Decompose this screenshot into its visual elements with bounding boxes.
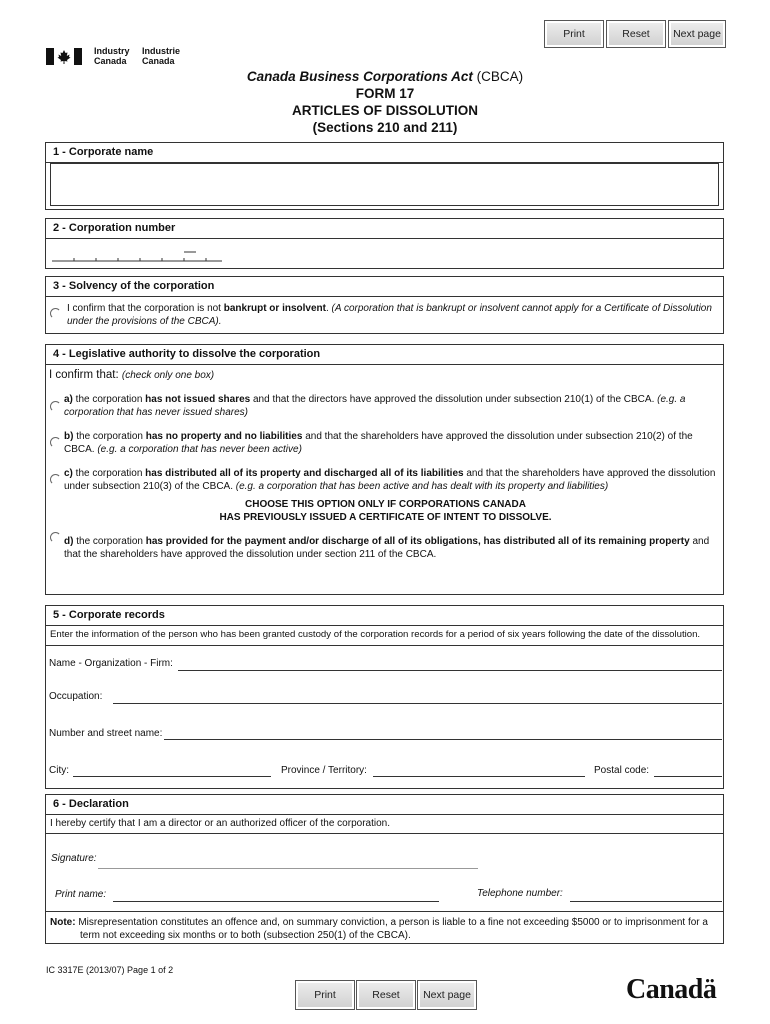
section-heading: 3 - Solvency of the corporation xyxy=(46,277,723,297)
logo-french: Industrie Canada xyxy=(142,46,181,66)
telephone-input[interactable] xyxy=(570,901,722,902)
postal-label: Postal code: xyxy=(594,765,650,776)
note-text: Note: Misrepresentation constitutes an offence and, on summary conviction, a person is liable to a fine not exceeding $5000 or to imprisonment for a term not exceeding six months or to both (subsection 250(1) of the CBCA). xyxy=(50,917,708,941)
occupation-label: Occupation: xyxy=(49,691,103,702)
section-corporation-number xyxy=(45,218,724,269)
reset-button[interactable]: Reset xyxy=(606,20,666,48)
logo-english: Industry Canada xyxy=(94,46,130,66)
signature-label: Signature: xyxy=(51,853,97,864)
signature-input[interactable] xyxy=(98,868,478,869)
print-button[interactable]: Print xyxy=(544,20,604,48)
confirm-label: I confirm that: (check only one box) xyxy=(49,369,215,381)
section-corporate-records xyxy=(45,605,724,789)
option-c-radio[interactable] xyxy=(50,474,61,485)
divider xyxy=(46,833,723,834)
name-label: Name - Organization - Firm: xyxy=(49,658,173,669)
reset-button-bottom[interactable]: Reset xyxy=(356,980,416,1010)
section-heading: 6 - Declaration xyxy=(46,795,723,815)
option-b-text: b) the corporation has no property and no liabilities and that the shareholders have approved the dissolution under subsection 210(2) of the CBCA. (e.g. a corporation that has never been active) xyxy=(64,431,693,455)
telephone-label: Telephone number: xyxy=(477,888,563,899)
certify-text: I hereby certify that I am a director or an authorized officer of the corporation. xyxy=(50,818,390,829)
canada-wordmark: Canadä xyxy=(626,974,717,1005)
section-solvency xyxy=(45,276,724,334)
province-input[interactable] xyxy=(373,776,585,777)
form-name: ARTICLES OF DISSOLUTION xyxy=(291,103,478,118)
option-d-text: d) the corporation has provided for the payment and/or discharge of all of its obligations, has distributed all of its remaining property and that the shareholders have approved the dissolution under section 211 of the CBCA. xyxy=(64,536,710,560)
street-label: Number and street name: xyxy=(49,728,163,739)
print-name-label: Print name: xyxy=(55,889,107,900)
option-a-text: a) the corporation has not issued shares and that the directors have approved the dissolution under subsection 210(1) of the CBCA. (e.g. a corporation that has never issued shares) xyxy=(64,394,686,418)
section-declaration xyxy=(45,794,724,944)
form-sections: (Sections 210 and 211) xyxy=(312,120,458,135)
province-label: Province / Territory: xyxy=(281,765,367,776)
occupation-input[interactable] xyxy=(113,703,722,704)
section-legislative-authority xyxy=(45,344,724,595)
section-corporate-name xyxy=(45,142,724,210)
option-c-text: c) the corporation has distributed all of its property and discharged all of its liabilities and that the shareholders have approved the dissolution under subsection 210(3) of the CBCA. (e.g. a corporation that has been active and has dealt with its property and liabilities) xyxy=(64,468,716,492)
records-intro: Enter the information of the person who has been granted custody of the corporation records for a period of six years following the date of the dissolution. xyxy=(50,629,701,640)
section-heading: 5 - Corporate records xyxy=(46,606,723,626)
section-heading: 1 - Corporate name xyxy=(46,143,723,163)
form-code: IC 3317E (2013/07) Page 1 of 2 xyxy=(46,965,174,975)
divider xyxy=(46,645,723,646)
solvency-confirm-radio[interactable] xyxy=(50,308,61,319)
print-button-bottom[interactable]: Print xyxy=(295,980,355,1010)
section-heading: 2 - Corporation number xyxy=(46,219,723,239)
option-b-radio[interactable] xyxy=(50,437,61,448)
option-d-radio[interactable] xyxy=(50,532,61,543)
section-heading: 4 - Legislative authority to dissolve the corporation xyxy=(46,345,723,365)
divider xyxy=(46,911,723,912)
solvency-text: I confirm that the corporation is not bankrupt or insolvent. (A corporation that is bankrupt or insolvent cannot apply for a Certificate of Dissolution under the provisions of the CBCA). xyxy=(67,303,712,327)
print-name-input[interactable] xyxy=(113,901,439,902)
canada-flag-icon xyxy=(46,48,82,65)
act-title: Canada Business Corporations Act (CBCA) xyxy=(246,69,524,84)
option-d-warning: CHOOSE THIS OPTION ONLY IF CORPORATIONS CANADA HAS PREVIOUSLY ISSUED A CERTIFICATE OF INTENT TO DISSOLVE. xyxy=(219,499,552,523)
corporate-name-input[interactable] xyxy=(50,163,719,206)
street-input[interactable] xyxy=(164,739,722,740)
postal-code-input[interactable] xyxy=(654,776,722,777)
corporation-number-input[interactable] xyxy=(50,249,230,265)
city-input[interactable] xyxy=(73,776,271,777)
option-a-radio[interactable] xyxy=(50,401,61,412)
city-label: City: xyxy=(49,765,69,776)
next-page-button-bottom[interactable]: Next page xyxy=(417,980,477,1010)
name-input[interactable] xyxy=(178,670,722,671)
form-number: FORM 17 xyxy=(355,86,415,101)
next-page-button[interactable]: Next page xyxy=(668,20,726,48)
